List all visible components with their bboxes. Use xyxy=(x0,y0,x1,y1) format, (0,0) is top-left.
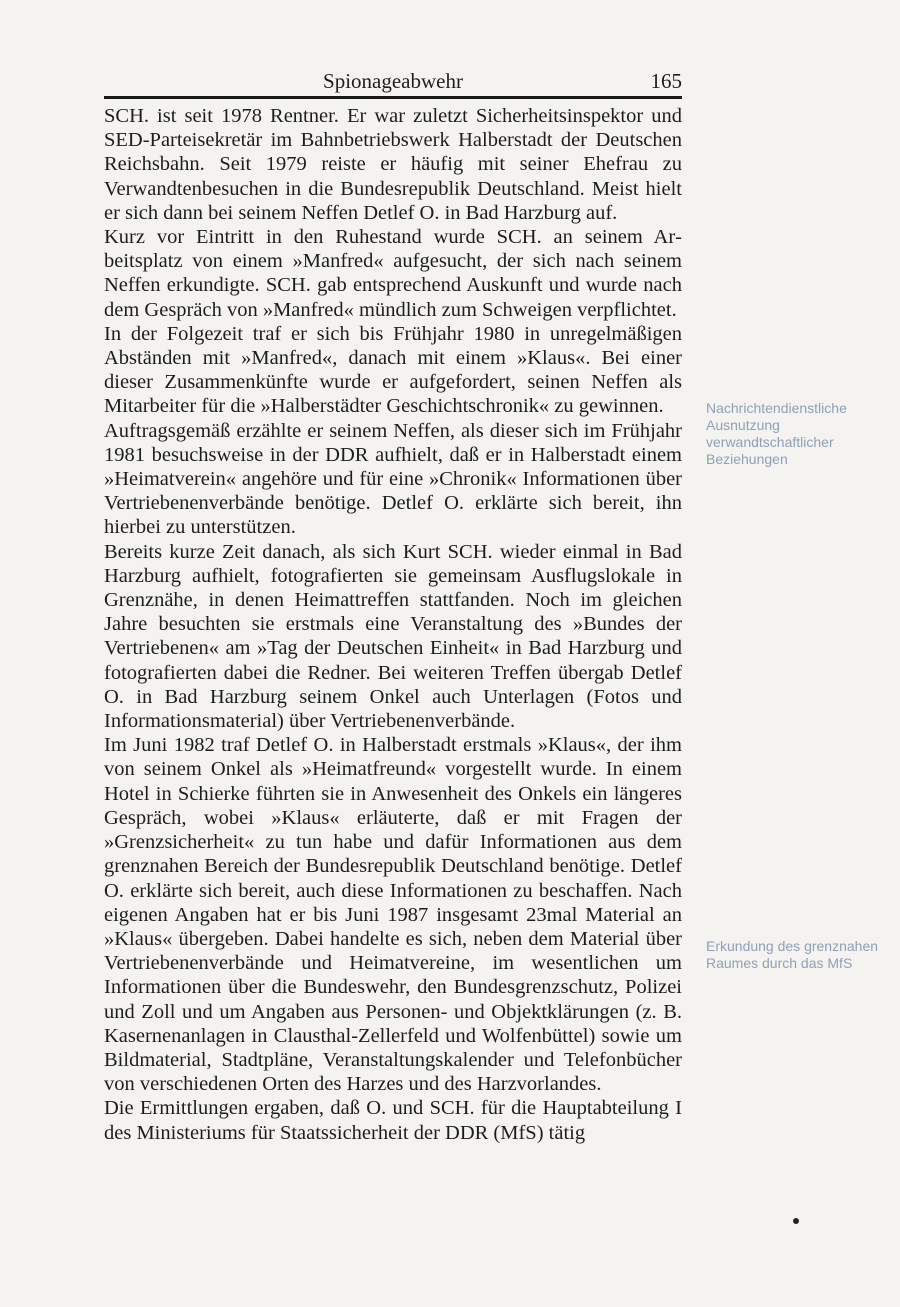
body-text xyxy=(104,104,682,1145)
paragraph: Auftragsgemäß erzählte er seinem Neffen, als dieser sich im Frühjahr 1981 besuchsweise in der DDR aufhielt, daß er in Halberstadt einem »Heimatverein« angehöre und für eine »Chronik« Informationen über Vertriebenenverbände benötige. Detlef O. erklärte sich bereit, ihn hierbei zu unterstützen. xyxy=(104,419,682,539)
paragraph: In der Folgezeit traf er sich bis Frühjahr 1980 in unregelmäßigen Abständen mit »Manfred«, danach mit einem »Klaus«. Bei einer dieser Zusammenkünfte wurde er aufgefordert, seinen Neffen als Mitarbeiter für die »Halberstädter Geschichtschronik« zu gewinnen. xyxy=(104,322,682,418)
running-title: Spionageabwehr xyxy=(323,69,463,93)
running-header xyxy=(104,68,682,94)
paragraph: Die Ermittlungen ergaben, daß O. und SCH. für die Hauptabteilung I des Ministeriums für Staatssicherheit der DDR (MfS) tätig xyxy=(104,1097,682,1144)
paragraph: Kurz vor Eintritt in den Ruhestand wurde SCH. an seinem Arbeitsplatz von einem »Manfred« aufgesucht, der sich nach seinem Neffen erkundigte. SCH. gab entsprechend Auskunft und wurde nach dem Gespräch von »Manfred« mündlich zum Schweigen verpflichtet. xyxy=(104,226,682,321)
margin-note: Nachrichtendienstliche Ausnutzung verwandtschaftlicher Beziehungen xyxy=(706,400,847,467)
paragraph: SCH. ist seit 1978 Rentner. Er war zuletzt Sicherheitsinspektor und SED-Parteisekretär im Bahnbetriebswerk Halberstadt der Deutschen Reichsbahn. Seit 1979 reiste er häufig mit seiner Ehefrau zu Verwandtenbesuchen in die Bundesrepublik Deutschland. Meist hielt er sich dann bei seinem Neffen Detlef O. in Bad Harzburg auf. xyxy=(104,105,682,224)
paragraph: Bereits kurze Zeit danach, als sich Kurt SCH. wieder einmal in Bad Harzburg aufhielt, fotografierten sie gemeinsam Ausflugslokale in Grenznähe, in denen Heimattreffen stattfanden. Noch im gleichen Jahre besuchten sie erstmals eine Veranstaltung des »Bundes der Vertriebenen« am »Tag der Deutschen Einheit« in Bad Harzburg und fotografierten dabei die Redner. Bei weiteren Treffen übergab Detlef O. in Bad Harzburg seinem Onkel auch Unterlagen (Fotos und Informationsmaterial) über Vertriebenenverbände. xyxy=(104,540,682,733)
page-number: 165 xyxy=(650,69,682,93)
header-rule xyxy=(104,96,682,99)
margin-note: Erkundung des grenznahen Raumes durch das MfS xyxy=(706,938,879,971)
paragraph: Im Juni 1982 traf Detlef O. in Halberstadt erstmals »Klaus«, der ihm von seinem Onkel als »Heimatfreund« vorgestellt wurde. In einem Hotel in Schierke führten sie in Anwesenheit des Onkels ein längeres Gespräch, wobei »Klaus« erläuterte, daß er mit Fragen der »Grenzsicherheit« zu tun habe und dafür Informationen aus dem grenznahen Bereich der Bundesrepublik Deutschland benötige. Detlef O. erklärte sich bereit, auch diese Informationen zu beschaffen. Nach eigenen Angaben hat er bis Juni 1987 insgesamt 23mal Material an »Klaus« übergeben. Dabei handelte es sich, neben dem Material über Vertriebenenverbände und Heimatvereine, im wesentlichen um Informationen über die Bundeswehr, den Bundesgrenzschutz, Polizei und Zoll und um Angaben aus Personen- und Objektklärungen (z. B. Kasernenanlagen in Clausthal-Zellerfeld und Wolfenbüttel) sowie um Bildmaterial, Stadtpläne, Veranstaltungskalender und Telefonbücher von verschiedenen Orten des Harzes und des Harzvorlandes. xyxy=(104,734,682,1096)
bullet-icon xyxy=(793,1218,799,1224)
